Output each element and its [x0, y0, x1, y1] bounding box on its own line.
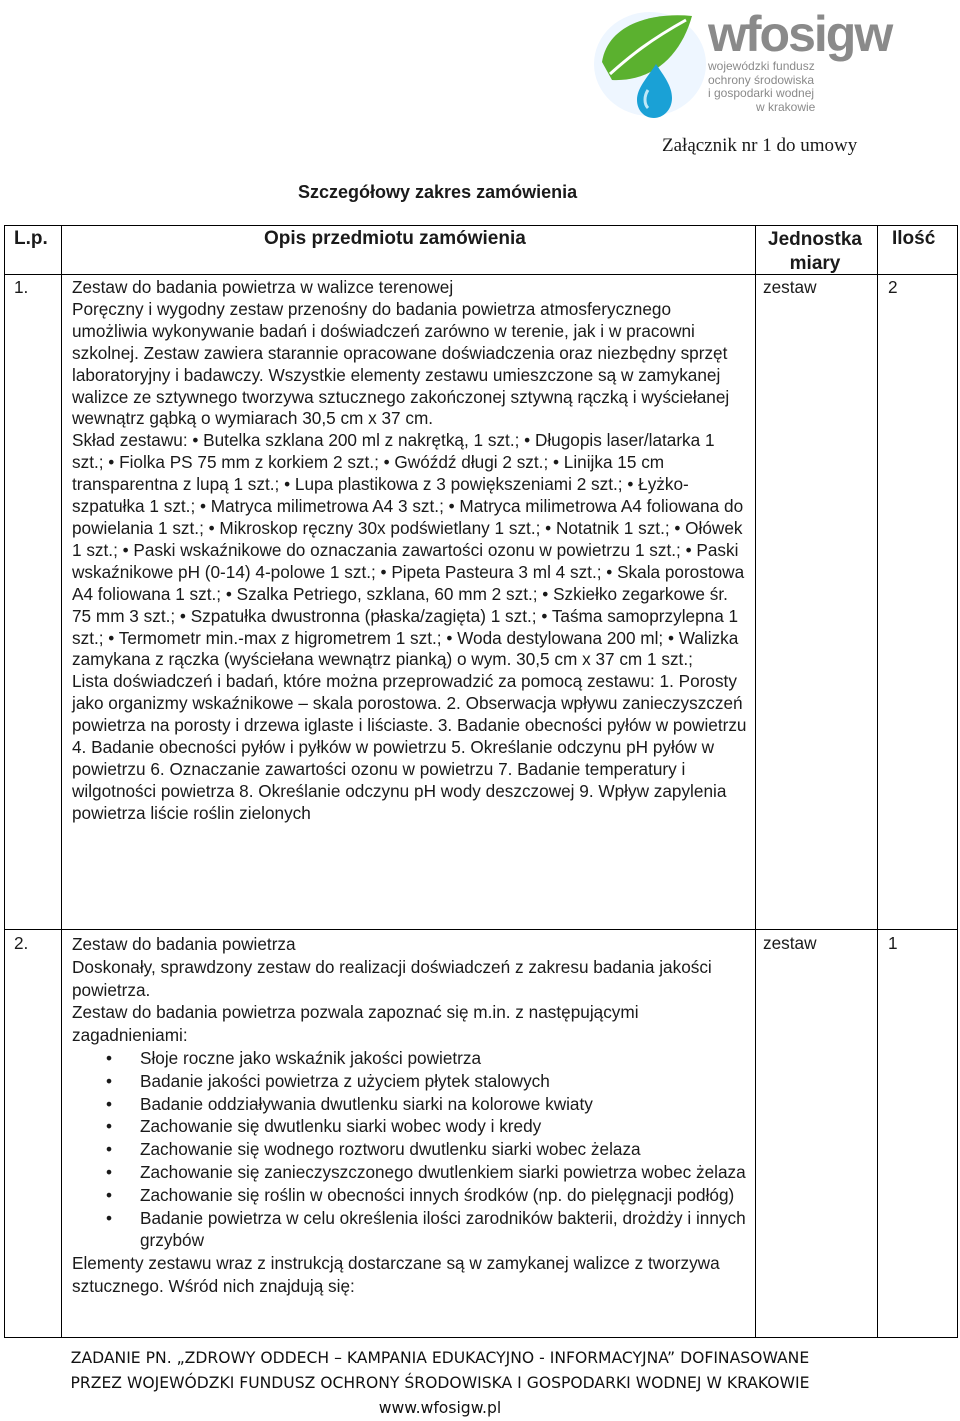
row-1-lp: 1.: [14, 277, 29, 297]
list-item: • Słoje roczne jako wskaźnik jakości powietrza: [72, 1047, 748, 1070]
list-item: • Zachowanie się wodnego roztworu dwutlenku siarki wobec żelaza: [72, 1138, 748, 1161]
row-1-quantity: 2: [888, 277, 898, 297]
logo-subtitle: wojewódzki fundusz ochrony środowiska i gospodarki wodnej w krakowie: [708, 59, 816, 114]
footer-line-1: ZADANIE PN. „ZDROWY ODDECH – KAMPANIA EDUKACYJNO - INFORMACYJNA” DOFINASOWANE: [70, 1349, 810, 1367]
row-1-summary: Poręczny i wygodny zestaw przenośny do badania powietrza atmosferycznego umożliwia wykonywanie badań i doświadczeń zarówno w terenie, jak i w pracowni szkolnej. Zestaw zawiera starannie opracowane doświadczenia oraz niezbędny sprzęt laboratoryjny i badawczy. Wszystkie elementy zestawu umieszczone są w zamykanej walizce ze sztywnego tworzywa sztucznego zakończonej sztywną rączką i wyściełanej wewnątrz gąbką o wymiarach 30,5 cm x 37 cm.: [72, 298, 730, 429]
list-item: • Zachowanie się dwutlenku siarki wobec wody i kredy: [72, 1115, 748, 1138]
header-lp: L.p.: [14, 228, 48, 249]
row-2-description: [72, 933, 748, 1298]
row-2-title: Zestaw do badania powietrza: [72, 934, 296, 954]
row-1-title: Zestaw do badania powietrza w walizce terenowej: [72, 277, 454, 297]
page-footer: [0, 1346, 880, 1421]
footer-line-2: PRZEZ WOJEWÓDZKI FUNDUSZ OCHRONY ŚRODOWISKA I GOSPODARKI WODNEJ W KRAKOWIE: [70, 1374, 810, 1392]
row-2-intro-topics: Zestaw do badania powietrza pozwala zapoznać się m.in. z następującymi zagadnieniami:: [72, 1002, 639, 1046]
leaf-drop-logo-icon: [590, 4, 710, 124]
annex-label: Załącznik nr 1 do umowy: [662, 135, 858, 156]
row-1-unit: zestaw: [763, 277, 817, 297]
header-quantity: Ilość: [892, 228, 936, 249]
order-scope-table: [4, 225, 958, 1338]
row-2-topic-list: [72, 1047, 748, 1252]
row-2-outro: Elementy zestawu wraz z instrukcją dostarczane są w zamykanej walizce z tworzywa sztucznego. Wśród nich znajdują się:: [72, 1253, 720, 1296]
row-2-unit: zestaw: [763, 933, 817, 953]
row-2-intro: Doskonały, sprawdzony zestaw do realizacji doświadczeń z zakresu badania jakości powietrza.: [72, 956, 712, 1000]
wfosigw-logo: [590, 4, 892, 124]
list-item: • Badanie powietrza w celu określenia ilości zarodników bakterii, drożdży i innych grzybów: [72, 1207, 748, 1253]
row-2-quantity: 1: [888, 933, 898, 953]
row-1-contents: Skład zestawu: • Butelka szklana 200 ml z nakrętką, 1 szt.; • Długopis laser/latarka 1 szt.; • Fiolka PS 75 mm z korkiem 2 szt.; • Gwóźdź długi 2 szt.; • Linijka 15 cm transparentna z lupą 1 szt.; • Lupa plastikowa z 3 powiększeniami 2 szt.; • Łyżko-szpatułka 1 szt.; • Matryca milimetrowa A4 3 szt.; • Matryca milimetrowa A4 foliowana do powielania 1 szt.; • Mikroskop ręczny 30x podświetlany 1 szt.; • Notatnik 1 szt.; • Ołówek 1 szt.; • Paski wskaźnikowe do oznaczania zawartości ozonu w powietrzu 1 szt.; • Paski wskaźnikowe pH (0-14) 4-polowe 1 szt.; • Pipeta Pasteura 3 ml 4 szt.; • Skala porostowa A4 foliowana 1 szt.; • Szalka Petriego, szklana, 60 mm 2 szt.; • Szkiełko zegarkowe śr. 75 mm 3 szt.; • Szpatułka dwustronna (płaska/zagięta) 1 szt.; • Taśma samoprzylepna 1 szt.; • Termometr min.-max z higrometrem 1 szt.; • Woda destylowana 200 ml; • Walizka zamykana z rączka (wyściełana wewnątrz pianką) o wym. 30,5 cm x 37 cm 1 szt.;: [72, 430, 745, 670]
row-2-lp: 2.: [14, 933, 29, 953]
list-item: • Zachowanie się zanieczyszczonego dwutlenkiem siarki powietrza wobec żelaza: [72, 1161, 748, 1184]
header-description: Opis przedmiotu zamówienia: [264, 228, 526, 249]
list-item: • Badanie jakości powietrza z użyciem płytek stalowych: [72, 1070, 748, 1093]
header-unit: Jednostka miary: [768, 229, 862, 274]
list-item: • Badanie oddziaływania dwutlenku siarki na kolorowe kwiaty: [72, 1093, 748, 1116]
page-title: Szczegółowy zakres zamówienia: [298, 182, 578, 202]
logo-brand-text: wfosigw: [708, 6, 892, 62]
list-item: • Zachowanie się roślin w obecności innych środków (np. do pielęgnacji podłóg): [72, 1184, 748, 1207]
row-1-description: [72, 277, 748, 825]
footer-website-link[interactable]: www.wfosigw.pl: [378, 1399, 502, 1417]
row-1-experiments: Lista doświadczeń i badań, które można przeprowadzić za pomocą zestawu: 1. Porosty jako organizmy wskaźnikowe – skala porostowa. 2. Obserwacja wpływu zanieczyszczeń powietrza na porosty i drzewa iglaste i liściaste. 3. Badanie obecności pyłów w powietrzu 4. Badanie obecności pyłów i pyłków w powietrzu 5. Określanie odczynu pH pyłów w powietrzu 6. Oznaczanie zawartości ozonu w powietrzu 7. Badanie temperatury i wilgotności powietrza 8. Określanie odczynu pH wody deszczowej 9. Wpływ zapylenia powietrza liście roślin zielonych: [72, 671, 747, 823]
